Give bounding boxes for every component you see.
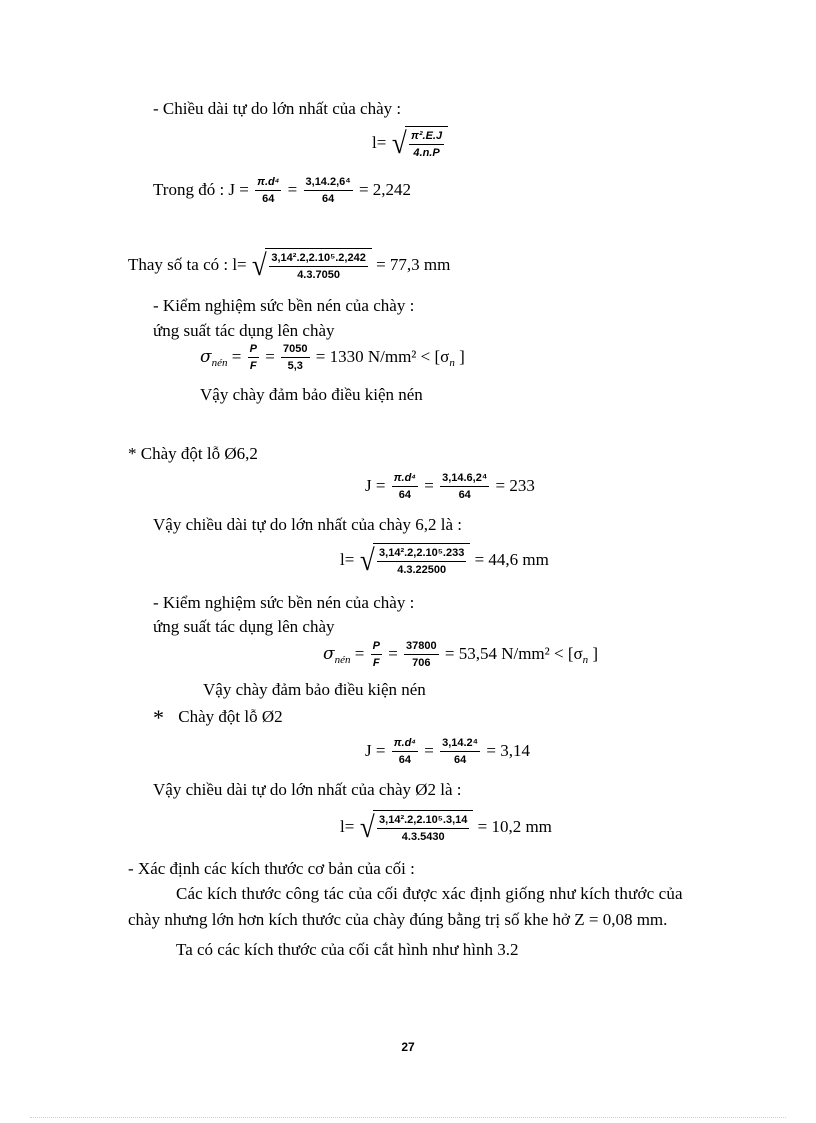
- heading-punch-2: [153, 707, 283, 728]
- formula-free-length-value: [128, 248, 450, 284]
- fraction-numerator: P: [248, 343, 259, 358]
- fraction-denominator: 4.3.7050: [297, 269, 341, 281]
- fraction-denominator: 4.3.5430: [401, 831, 445, 843]
- fraction-denominator: 706: [412, 657, 431, 669]
- sqrt-expression: [359, 543, 471, 579]
- fraction-denominator: 64: [398, 489, 411, 501]
- fraction: [392, 737, 418, 767]
- fraction: [304, 176, 353, 206]
- fraction: [371, 640, 382, 670]
- fraction-denominator: 64: [458, 489, 471, 501]
- sqrt-expression: [359, 810, 474, 846]
- sigma-subscript: nén: [211, 356, 228, 369]
- sigma-symbol: σ: [323, 643, 335, 664]
- formula-inertia-3: J = $\frac{\text{π.d⁴}}{64}$ = $\frac{\text{3,14.2⁴}}{64}$ = 3,14: [365, 737, 530, 766]
- formula-stress-1: $\sigma_{nén}$ = $\frac{P}{F}$ = $\frac{7050}{5,3}$ = 1330 $N/mm^2 < [\sigma_n$ ]: [200, 343, 465, 372]
- fraction-denominator: F: [249, 360, 257, 372]
- fraction: [409, 130, 444, 160]
- fraction: [392, 472, 418, 502]
- fraction-numerator: π².E.J: [409, 130, 444, 145]
- formula-stress-2: $\sigma_{nén}$ = $\frac{P}{F}$ = $\frac{37800}{706}$ = 53,54 $N/mm^2 < [\sigma_n$ ]: [323, 640, 599, 669]
- conclusion-1: Vậy chày đảm bảo điều kiện nén: [200, 385, 423, 404]
- heading-punch-6-2: * Chày đột lỗ Ø6,2: [128, 444, 258, 463]
- fraction-denominator: 64: [453, 754, 467, 766]
- fraction: [255, 176, 281, 206]
- fraction: [377, 814, 469, 844]
- sigma-n-subscript: n: [582, 653, 589, 666]
- formula-prefix: l=: [372, 132, 387, 152]
- fraction-denominator: F: [372, 657, 380, 669]
- free-length-label-6-2: Vậy chiều dài tự do lớn nhất của chày 6,2 là :: [153, 515, 462, 534]
- radical-sign: √: [251, 249, 267, 282]
- formula-inertia-2: J = $\frac{\text{π.d⁴}}{64}$ = $\frac{\text{3,14.6,2⁴}}{64}$ = 233: [365, 472, 535, 501]
- radical-sign: √: [359, 811, 375, 844]
- fraction-denominator: 4.n.P: [413, 147, 440, 159]
- page-bottom-divider: [30, 1117, 786, 1118]
- fraction-denominator: 64: [398, 754, 411, 766]
- fraction-numerator: 3,14.6,2⁴: [440, 472, 489, 487]
- paragraph-line-2: chày nhưng lớn hơn kích thước của chày đúng bằng trị số khe hở Z = 0,08 mm.: [128, 910, 668, 929]
- fraction-numerator: π.d⁴: [255, 176, 281, 191]
- fraction-numerator: 3,14².2,2.10⁵.3,14: [377, 814, 469, 829]
- sqrt-expression: [391, 126, 449, 162]
- formula-prefix: J =: [365, 740, 386, 760]
- heading-compression-check-2: - Kiểm nghiệm sức bền nén của chày :: [153, 593, 415, 612]
- formula-result: = 44,6 mm: [474, 549, 549, 569]
- fraction-numerator: 37800: [404, 640, 439, 655]
- paragraph-line-1: Các kích thước công tác của cối được xác định giống như kích thước của: [176, 884, 683, 903]
- stress-label-2: ứng suất tác dụng lên chày: [153, 617, 335, 636]
- formula-result: = 77,3 mm: [376, 254, 451, 274]
- heading-free-length: - Chiều dài tự do lớn nhất của chày :: [153, 99, 402, 118]
- fraction-numerator: 7050: [281, 343, 309, 358]
- heading-die-dimensions: - Xác định các kích thước cơ bản của cối :: [128, 859, 415, 878]
- formula-prefix: Thay số ta có : l=: [128, 254, 247, 274]
- fraction: [281, 343, 309, 373]
- formula-result: = 53,54 N/mm² < [σ: [444, 643, 583, 663]
- formula-free-length-6-2: [340, 543, 549, 579]
- fraction-denominator: 5,3: [287, 360, 303, 372]
- sigma-n-subscript: n: [449, 356, 455, 369]
- fraction: [248, 343, 259, 373]
- fraction-numerator: 3,14.2,6⁴: [304, 176, 353, 191]
- stress-label: ứng suất tác dụng lên chày: [153, 321, 335, 340]
- heading-text: Chày đột lỗ Ø2: [178, 707, 283, 726]
- page-number: 27: [401, 1040, 415, 1054]
- formula-result: = 233: [495, 475, 535, 495]
- fraction: [440, 472, 489, 502]
- formula-result: = 10,2 mm: [477, 816, 552, 836]
- sigma-symbol: σ: [200, 346, 212, 367]
- fraction-denominator: 64: [321, 193, 335, 205]
- formula-prefix: Trong đó : J =: [153, 179, 249, 199]
- formula-prefix: J =: [365, 475, 386, 495]
- formula-result: = 2,242: [358, 179, 412, 199]
- radical-sign: √: [359, 544, 375, 577]
- sqrt-expression: [251, 248, 372, 284]
- bracket-close: ]: [454, 346, 465, 366]
- formula-prefix: l=: [340, 549, 355, 569]
- fraction: [404, 640, 439, 670]
- fraction: [440, 737, 480, 767]
- formula-result: = 3,14: [486, 740, 530, 760]
- fraction: [377, 547, 466, 577]
- formula-prefix: l=: [340, 816, 355, 836]
- formula-free-length: [372, 126, 448, 162]
- paragraph-line-3: Ta có các kích thước của cối cắt hình như hình 3.2: [176, 940, 519, 959]
- free-length-label-2: Vậy chiều dài tự do lớn nhất của chày Ø2 là :: [153, 780, 462, 799]
- heading-compression-check: - Kiểm nghiệm sức bền nén của chày :: [153, 296, 415, 315]
- fraction-numerator: 3,14.2⁴: [440, 737, 480, 752]
- bracket-close: ]: [588, 643, 599, 663]
- sigma-subscript: nén: [334, 653, 351, 666]
- fraction-numerator: 3,14².2,2.10⁵.2,242: [269, 252, 367, 267]
- radical-sign: √: [391, 127, 407, 160]
- conclusion-2: Vậy chày đảm bảo điều kiện nén: [203, 680, 426, 699]
- fraction-numerator: π.d⁴: [392, 737, 418, 752]
- bullet-star: *: [153, 705, 164, 730]
- fraction-denominator: 4.3.22500: [397, 564, 447, 576]
- fraction-numerator: π.d⁴: [392, 472, 418, 487]
- formula-result: = 1330 N/mm² < [σ: [315, 346, 450, 366]
- formula-inertia-1: Trong đó : J = $\frac{\text{π.d⁴}}{64}$ = $\frac{\text{3,14.2,6⁴}}{64}$ = 2,242: [153, 176, 412, 205]
- formula-free-length-2: [340, 810, 552, 846]
- fraction-numerator: P: [371, 640, 382, 655]
- fraction-numerator: 3,14².2,2.10⁵.233: [377, 547, 466, 562]
- fraction-denominator: 64: [262, 193, 275, 205]
- fraction: [269, 252, 367, 282]
